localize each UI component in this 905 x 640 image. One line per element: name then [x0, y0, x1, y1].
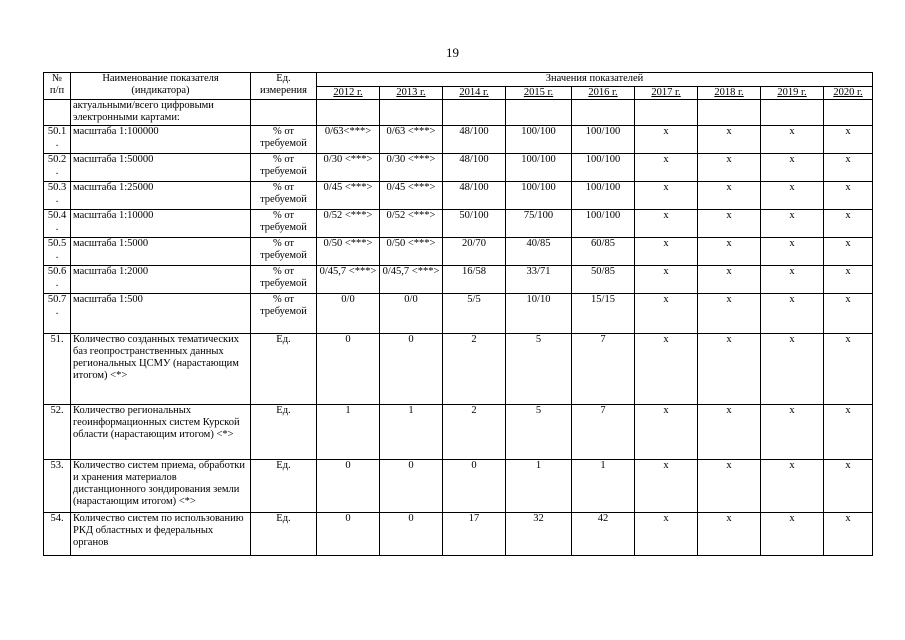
indicator-value: 32 [506, 513, 572, 556]
table-row [44, 126, 873, 154]
indicator-name: масштаба 1:25000 [71, 182, 251, 210]
indicator-value: 0/63<***> [317, 126, 380, 154]
indicator-value: x [635, 405, 698, 460]
indicator-name: масштаба 1:10000 [71, 210, 251, 238]
indicator-value: x [698, 460, 761, 513]
continuation-num-cell [44, 100, 71, 126]
header-year [698, 87, 761, 100]
indicator-value: 0/45 <***> [317, 182, 380, 210]
indicator-value: x [824, 154, 873, 182]
table-row [44, 460, 873, 513]
unit-of-measure: Ед. [251, 334, 317, 405]
indicator-value: 0/52 <***> [317, 210, 380, 238]
empty-cell [761, 100, 824, 126]
unit-of-measure: Ед. [251, 405, 317, 460]
indicator-value: 16/58 [443, 266, 506, 294]
indicator-value: 100/100 [572, 126, 635, 154]
header-year-label: 2016 г. [588, 87, 618, 98]
indicator-value: x [824, 294, 873, 334]
header-year-label: 2014 г. [459, 87, 489, 98]
unit-of-measure: % от требуемой [251, 126, 317, 154]
indicator-value: 48/100 [443, 126, 506, 154]
indicator-value: x [824, 513, 873, 556]
indicator-name: Количество систем по использованию РКД областных и федеральных органов [71, 513, 251, 556]
indicator-value: 50/100 [443, 210, 506, 238]
row-number: 53. [44, 460, 71, 513]
indicator-value: x [761, 266, 824, 294]
indicator-value: x [635, 182, 698, 210]
header-year [824, 87, 873, 100]
unit-of-measure: % от требуемой [251, 182, 317, 210]
indicator-value: 40/85 [506, 238, 572, 266]
empty-cell [572, 100, 635, 126]
empty-cell [698, 100, 761, 126]
row-number: 51. [44, 334, 71, 405]
header-name [71, 73, 251, 100]
indicator-name: Количество систем приема, обработки и хранения материалов дистанционного зондирования земли (нарастающим итогом) <*> [71, 460, 251, 513]
indicator-value: 1 [572, 460, 635, 513]
indicator-value: 100/100 [572, 210, 635, 238]
table-row [44, 210, 873, 238]
indicator-value: 0/0 [317, 294, 380, 334]
indicator-value: 20/70 [443, 238, 506, 266]
indicator-value: 0 [380, 513, 443, 556]
unit-of-measure: % от требуемой [251, 154, 317, 182]
indicator-value: 5/5 [443, 294, 506, 334]
indicator-value: 100/100 [506, 182, 572, 210]
indicator-value: 0 [380, 460, 443, 513]
indicator-name: масштаба 1:100000 [71, 126, 251, 154]
unit-of-measure: % от требуемой [251, 294, 317, 334]
header-number [44, 73, 71, 100]
unit-of-measure: Ед. [251, 513, 317, 556]
table-row [44, 513, 873, 556]
header-year [506, 87, 572, 100]
header-number-line2: п/п [49, 85, 65, 96]
indicator-value: 0/45 <***> [380, 182, 443, 210]
indicator-value: 0 [317, 513, 380, 556]
indicator-value: 0/50 <***> [317, 238, 380, 266]
indicator-value: x [761, 513, 824, 556]
indicator-value: 0/30 <***> [380, 154, 443, 182]
header-year-label: 2015 г. [523, 87, 554, 98]
indicator-name: масштаба 1:500 [71, 294, 251, 334]
row-number: 50.7 . [44, 294, 71, 334]
indicator-value: 1 [506, 460, 572, 513]
empty-cell [251, 100, 317, 126]
continuation-row [44, 100, 873, 126]
indicator-value: x [761, 405, 824, 460]
row-number: 50.1 . [44, 126, 71, 154]
indicator-value: 7 [572, 405, 635, 460]
row-number: 52. [44, 405, 71, 460]
indicator-value: 100/100 [572, 154, 635, 182]
header-year-label: 2019 г. [777, 87, 807, 98]
header-values-title: Значения показателей [317, 73, 873, 87]
indicator-value: x [698, 126, 761, 154]
header-year-label: 2020 г. [833, 87, 863, 98]
indicator-value: 0/45,7 <***> [380, 266, 443, 294]
indicator-value: 0 [317, 460, 380, 513]
indicator-value: x [698, 182, 761, 210]
indicator-value: 5 [506, 405, 572, 460]
empty-cell [506, 100, 572, 126]
indicator-value: x [698, 238, 761, 266]
indicator-value: 0 [443, 460, 506, 513]
header-year [317, 87, 380, 100]
indicator-value: 48/100 [443, 154, 506, 182]
indicator-value: x [698, 405, 761, 460]
indicator-value: 0/50 <***> [380, 238, 443, 266]
indicator-value: x [824, 266, 873, 294]
indicator-value: x [761, 210, 824, 238]
indicator-value: x [635, 126, 698, 154]
indicator-value: 10/10 [506, 294, 572, 334]
indicators-table [43, 72, 873, 556]
indicator-value: x [635, 513, 698, 556]
indicator-value: x [698, 294, 761, 334]
indicator-value: 100/100 [506, 154, 572, 182]
indicator-value: x [698, 154, 761, 182]
indicator-value: 33/71 [506, 266, 572, 294]
indicator-value: x [635, 238, 698, 266]
row-number: 54. [44, 513, 71, 556]
indicator-value: 17 [443, 513, 506, 556]
indicator-name: масштаба 1:2000 [71, 266, 251, 294]
indicator-name: масштаба 1:50000 [71, 154, 251, 182]
indicator-value: 42 [572, 513, 635, 556]
header-unit [251, 73, 317, 100]
indicator-name: Количество региональных геоинформационных систем Курской области (нарастающим итогом) <*> [71, 405, 251, 460]
indicator-value: 0/0 [380, 294, 443, 334]
empty-cell [635, 100, 698, 126]
unit-of-measure: % от требуемой [251, 210, 317, 238]
header-year [761, 87, 824, 100]
empty-cell [317, 100, 380, 126]
indicator-value: x [761, 334, 824, 405]
header-year [443, 87, 506, 100]
table-row [44, 294, 873, 334]
unit-of-measure: Ед. [251, 460, 317, 513]
indicator-value: 0/30 <***> [317, 154, 380, 182]
header-year [572, 87, 635, 100]
indicator-value: x [635, 334, 698, 405]
table-row [44, 266, 873, 294]
indicator-value: x [824, 460, 873, 513]
table-row [44, 334, 873, 405]
indicator-value: 1 [317, 405, 380, 460]
indicator-value: x [824, 238, 873, 266]
indicator-value: 0 [317, 334, 380, 405]
empty-cell [824, 100, 873, 126]
indicator-value: 7 [572, 334, 635, 405]
indicator-value: x [761, 154, 824, 182]
row-number: 50.3 . [44, 182, 71, 210]
row-number: 50.6 . [44, 266, 71, 294]
indicator-value: 0/63 <***> [380, 126, 443, 154]
indicator-value: 75/100 [506, 210, 572, 238]
indicator-value: x [761, 238, 824, 266]
indicator-name: масштаба 1:5000 [71, 238, 251, 266]
indicator-value: x [761, 126, 824, 154]
header-number-line1: № [51, 73, 63, 84]
empty-cell [380, 100, 443, 126]
indicator-value: 0 [380, 334, 443, 405]
indicator-value: x [635, 266, 698, 294]
table-header [44, 73, 873, 100]
indicator-value: x [698, 513, 761, 556]
row-number: 50.5 . [44, 238, 71, 266]
header-year-label: 2012 г. [333, 87, 363, 98]
indicator-value: x [824, 405, 873, 460]
header-name-line2: (индикатора) [131, 85, 190, 96]
indicator-value: 15/15 [572, 294, 635, 334]
table-row [44, 238, 873, 266]
indicator-value: 48/100 [443, 182, 506, 210]
indicator-value: 5 [506, 334, 572, 405]
indicator-value: x [761, 182, 824, 210]
indicator-value: 2 [443, 405, 506, 460]
indicator-value: 0/52 <***> [380, 210, 443, 238]
header-unit-line2: измерения [260, 85, 307, 96]
table-row [44, 154, 873, 182]
indicator-value: x [698, 210, 761, 238]
indicator-value: x [698, 334, 761, 405]
indicator-value: 0/45,7 <***> [317, 266, 380, 294]
continuation-text: актуальными/всего цифровыми электронными картами: [71, 100, 251, 126]
indicator-value: 60/85 [572, 238, 635, 266]
row-number: 50.2 . [44, 154, 71, 182]
indicator-value: 100/100 [506, 126, 572, 154]
indicator-value: x [824, 334, 873, 405]
indicator-name: Количество созданных тематических баз геопространственных данных региональных ЦСМУ (нарастающим итогом) <*> [71, 334, 251, 405]
indicator-value: x [824, 182, 873, 210]
indicator-value: 1 [380, 405, 443, 460]
indicator-value: 2 [443, 334, 506, 405]
table-row [44, 405, 873, 460]
indicator-value: x [761, 294, 824, 334]
header-year [635, 87, 698, 100]
header-year-label: 2018 г. [714, 87, 744, 98]
indicator-value: x [635, 294, 698, 334]
header-year-label: 2013 г. [396, 87, 426, 98]
empty-cell [443, 100, 506, 126]
indicator-value: x [761, 460, 824, 513]
table-body [44, 100, 873, 556]
indicator-value: 100/100 [572, 182, 635, 210]
indicator-value: x [635, 154, 698, 182]
header-unit-line1: Ед. [276, 73, 291, 84]
row-number: 50.4 . [44, 210, 71, 238]
indicator-value: x [824, 126, 873, 154]
indicator-value: 50/85 [572, 266, 635, 294]
header-year-label: 2017 г. [651, 87, 681, 98]
unit-of-measure: % от требуемой [251, 266, 317, 294]
indicator-value: x [635, 460, 698, 513]
indicator-value: x [635, 210, 698, 238]
page-number: 19 [446, 45, 459, 60]
indicator-value: x [824, 210, 873, 238]
table-row [44, 182, 873, 210]
indicator-value: x [698, 266, 761, 294]
header-name-line1: Наименование показателя [102, 73, 219, 84]
header-year [380, 87, 443, 100]
unit-of-measure: % от требуемой [251, 238, 317, 266]
